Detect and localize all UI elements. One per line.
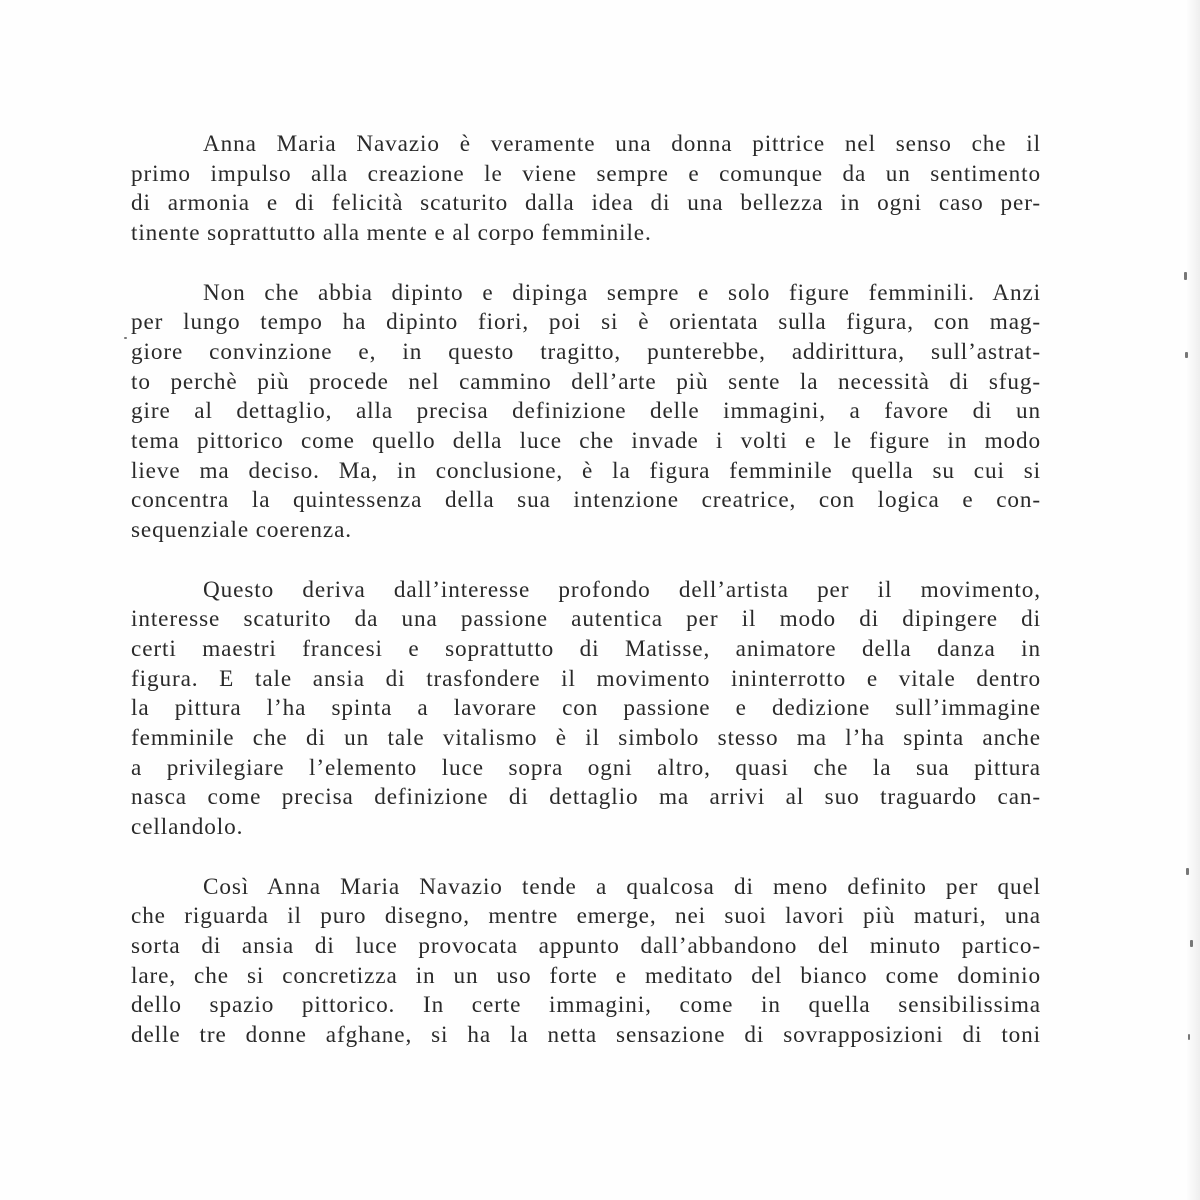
- text-line: sequenziale coerenza.: [131, 517, 353, 544]
- text-line: Così Anna Maria Navazio tende a qualcosa di meno definito per quel: [203, 873, 1041, 900]
- scan-speck: [1190, 940, 1193, 947]
- text-line: primo impulso alla creazione le viene sempre e comunque da un sentimento: [131, 160, 1041, 187]
- text-line: interesse scaturito da una passione autentica per il modo di dipingere di: [131, 606, 1041, 633]
- text-line: dello spazio pittorico. In certe immagini, come in quella sensibilissima: [131, 992, 1041, 1019]
- paragraph-3: [131, 576, 1041, 843]
- scan-speck: [1184, 272, 1187, 280]
- paragraph-2: [131, 279, 1041, 546]
- text-line: a privilegiare l’elemento luce sopra ogni altro, quasi che la sua pittura: [131, 754, 1041, 781]
- paragraph-4: [131, 873, 1041, 1051]
- text-line: gire al dettaglio, alla precisa definizione delle immagini, a favore di un: [131, 398, 1041, 425]
- scan-speck: [1185, 352, 1188, 358]
- text-line: di armonia e di felicità scaturito dalla idea di una bellezza in ogni caso per-: [131, 190, 1041, 217]
- scan-speck: [1188, 1034, 1190, 1040]
- paragraph-1: [131, 130, 1041, 249]
- text-line: Anna Maria Navazio è veramente una donna pittrice nel senso che il: [203, 131, 1041, 157]
- text-line: Non che abbia dipinto e dipinga sempre e solo figure femminili. Anzi: [203, 279, 1041, 306]
- text-line: nasca come precisa definizione di dettaglio ma arrivi al suo traguardo can-: [131, 784, 1041, 811]
- text-line: certi maestri francesi e soprattutto di Matisse, animatore della danza in: [131, 635, 1041, 662]
- text-line: che riguarda il puro disegno, mentre emerge, nei suoi lavori più maturi, una: [131, 903, 1041, 930]
- text-line: per lungo tempo ha dipinto fiori, poi si è orientata sulla figura, con mag-: [131, 309, 1041, 336]
- text-line: tinente soprattutto alla mente e al corpo femminile.: [131, 220, 652, 247]
- text-line: tema pittorico come quello della luce che invade i volti e le figure in modo: [131, 428, 1041, 455]
- text-line: lare, che si concretizza in un uso forte e meditato del bianco come dominio: [131, 962, 1041, 989]
- text-line: to perchè più procede nel cammino dell’arte più sente la necessità di sfug-: [131, 368, 1041, 395]
- body-text: [131, 130, 1041, 1080]
- text-line: lieve ma deciso. Ma, in conclusione, è la figura femminile quella su cui si: [131, 457, 1041, 484]
- scan-speck: [1186, 868, 1189, 875]
- scan-speck: [124, 337, 127, 339]
- scan-edge-shadow: [1186, 0, 1200, 1200]
- text-line: concentra la quintessenza della sua intenzione creatrice, con logica e con-: [131, 487, 1041, 514]
- text-line: cellandolo.: [131, 814, 244, 841]
- text-line: giore convinzione e, in questo tragitto, punterebbe, addirittura, sull’astrat-: [131, 338, 1041, 365]
- text-line: Questo deriva dall’interesse profondo dell’artista per il movimento,: [203, 576, 1041, 603]
- text-line: la pittura l’ha spinta a lavorare con passione e dedizione sull’immagine: [131, 695, 1041, 722]
- text-line: sorta di ansia di luce provocata appunto dall’abbandono del minuto partico-: [131, 932, 1041, 959]
- text-line: figura. E tale ansia di trasfondere il movimento ininterrotto e vitale dentro: [131, 665, 1041, 692]
- text-line: delle tre donne afghane, si ha la netta sensazione di sovrapposizioni di toni: [131, 1022, 1041, 1049]
- text-line: femminile che di un tale vitalismo è il simbolo stesso ma l’ha spinta anche: [131, 725, 1041, 752]
